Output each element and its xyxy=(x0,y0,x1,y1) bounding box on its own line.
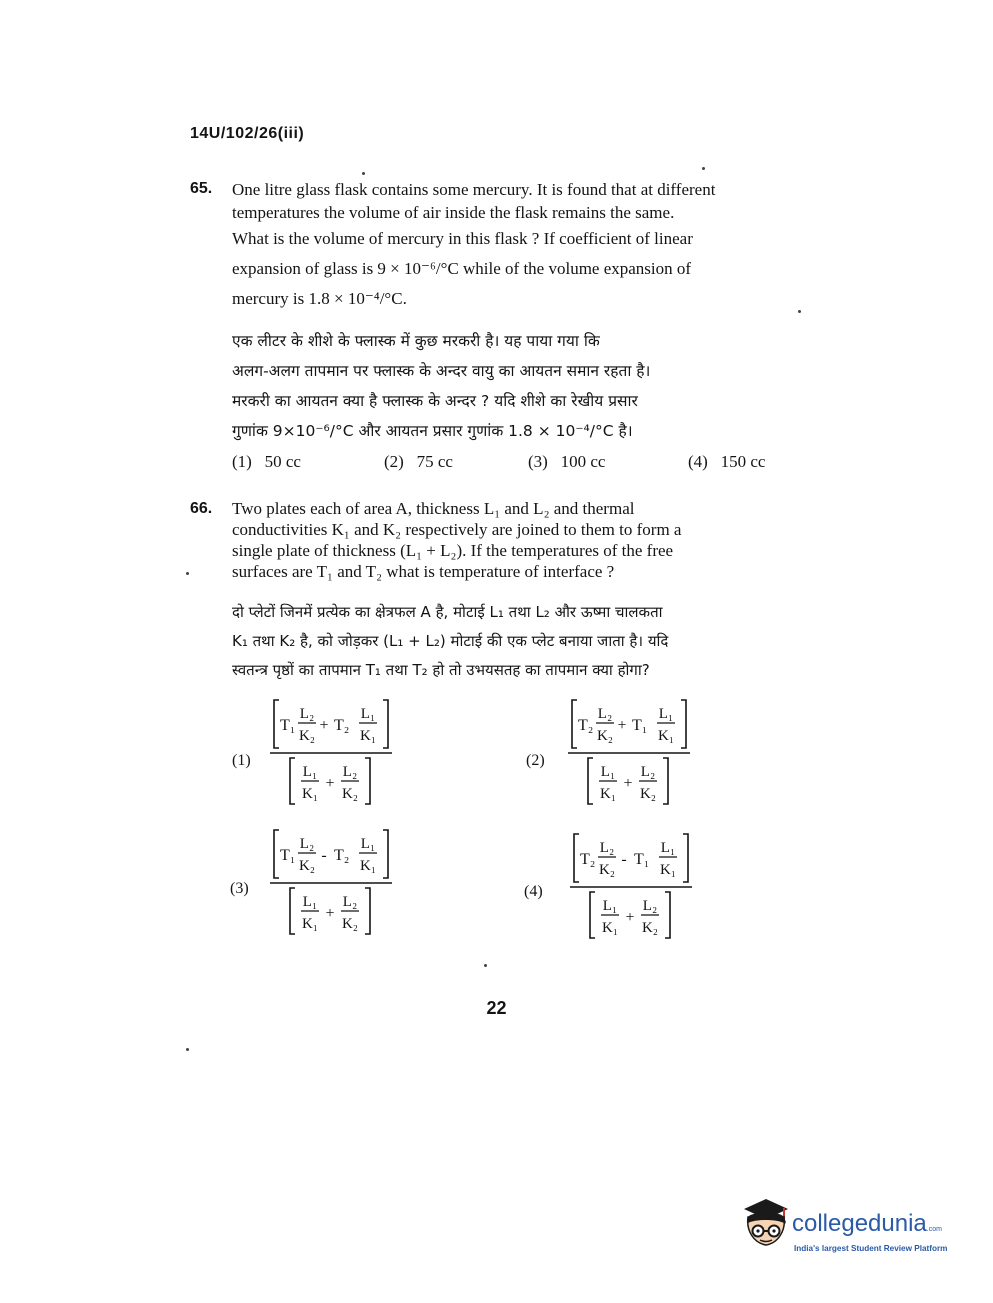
formula-term: T₁ xyxy=(280,847,296,864)
q65-option-3[interactable]: (3) 100 cc xyxy=(528,452,606,471)
q65-option-1[interactable]: (1) 50 cc xyxy=(232,452,301,471)
q65-hi-line: मरकरी का आयतन क्या है फ्लास्क के अन्दर ? यदि शीशे का रेखीय प्रसार xyxy=(232,392,638,410)
formula-numerator: L₂ xyxy=(299,706,315,722)
formula-term: T₁ xyxy=(634,851,650,868)
formula-operator: + xyxy=(617,717,627,734)
q66-option-4-formula[interactable] xyxy=(562,830,702,942)
formula-term: T₁ xyxy=(632,717,648,734)
formula-denominator: K₁ xyxy=(359,728,377,744)
question-66-number: 66. xyxy=(190,500,213,517)
formula-numerator: L₂ xyxy=(342,894,358,910)
formula-denominator: K₁ xyxy=(301,916,319,932)
q65-en-line: What is the volume of mercury in this flask ? If coefficient of linear xyxy=(232,229,693,248)
q66-option-3-number[interactable]: (3) xyxy=(230,880,249,897)
print-speck xyxy=(186,572,189,575)
q65-option-2[interactable]: (2) 75 cc xyxy=(384,452,453,471)
q66-option-2-number[interactable]: (2) xyxy=(526,752,545,769)
formula-denominator: K₂ xyxy=(341,916,359,932)
formula-operator: + xyxy=(325,905,335,922)
formula-numerator: L₁ xyxy=(360,836,376,852)
formula-denominator: K₁ xyxy=(659,862,677,878)
q65-option-4[interactable]: (4) 150 cc xyxy=(688,452,766,471)
q66-en-line: single plate of thickness (L₁ + L₂). If the temperatures of the free xyxy=(232,541,674,560)
formula-operator: + xyxy=(625,909,635,926)
q66-option-4-number[interactable]: (4) xyxy=(524,883,543,900)
question-66-english xyxy=(232,498,818,582)
q66-en-line: surfaces are T₁ and T₂ what is temperature of interface ? xyxy=(232,562,615,581)
q66-hi-line: स्वतन्त्र पृष्ठों का तापमान T₁ तथा T₂ हो तो उभयसतह का तापमान क्या होगा? xyxy=(232,661,650,679)
brand-tagline: India's largest Student Review Platform xyxy=(794,1244,948,1253)
formula-numerator: L₁ xyxy=(600,764,616,780)
print-speck xyxy=(702,167,705,170)
print-speck xyxy=(186,1048,189,1051)
q66-hi-line: दो प्लेटों जिनमें प्रत्येक का क्षेत्रफल A है, मोटाई L₁ तथा L₂ और ऊष्मा चालकता xyxy=(232,603,663,621)
formula-denominator: K₁ xyxy=(359,858,377,874)
document-code: 14U/102/26(iii) xyxy=(190,125,305,142)
question-66-hindi xyxy=(232,598,822,685)
formula-term: T₂ xyxy=(334,847,350,864)
formula-operator: + xyxy=(325,775,335,792)
formula-numerator: L₂ xyxy=(299,836,315,852)
formula-denominator: K₂ xyxy=(596,728,614,744)
formula-numerator: L₂ xyxy=(640,764,656,780)
formula-denominator: K₂ xyxy=(639,786,657,802)
q65-hi-line: एक लीटर के शीशे के फ्लास्क में कुछ मरकरी है। यह पाया गया कि xyxy=(232,332,600,350)
q65-hi-line: अलग-अलग तापमान पर फ्लास्क के अन्दर वायु का आयतन समान रहता है। xyxy=(232,362,651,380)
question-65-hindi xyxy=(232,326,822,446)
formula-operator: + xyxy=(319,717,329,734)
page-number: 22 xyxy=(486,998,507,1018)
brand-name: collegedunia.com xyxy=(792,1210,942,1237)
formula-term: T₂ xyxy=(578,717,594,734)
formula-numerator: L₂ xyxy=(599,840,615,856)
q65-en-line: mercury is 1.8 × 10⁻⁴/°C. xyxy=(232,289,407,308)
formula-numerator: L₁ xyxy=(658,706,674,722)
formula-denominator: K₂ xyxy=(298,728,316,744)
q65-en-line: expansion of glass is 9 × 10⁻⁶/°C while of the volume expansion of xyxy=(232,259,692,278)
q65-hi-line: गुणांक 9×10⁻⁶/°C और आयतन प्रसार गुणांक 1.8 × 10⁻⁴/°C है। xyxy=(232,422,633,440)
formula-denominator: K₁ xyxy=(601,920,619,936)
formula-numerator: L₁ xyxy=(360,706,376,722)
q66-en-line: conductivities K₁ and K₂ respectively are joined to them to form a xyxy=(232,520,682,539)
formula-term: T₂ xyxy=(580,851,596,868)
print-speck xyxy=(484,964,487,967)
print-speck xyxy=(362,172,365,175)
q66-option-3-formula[interactable] xyxy=(262,826,402,938)
formula-denominator: K₁ xyxy=(657,728,675,744)
formula-numerator: L₂ xyxy=(597,706,613,722)
question-65-english xyxy=(232,178,818,310)
formula-numerator: L₁ xyxy=(660,840,676,856)
q66-option-1-number[interactable]: (1) xyxy=(232,752,251,769)
formula-denominator: K₂ xyxy=(641,920,659,936)
formula-operator: - xyxy=(321,847,327,864)
q65-en-line: One litre glass flask contains some mercury. It is found that at different xyxy=(232,180,716,199)
formula-denominator: K₂ xyxy=(298,858,316,874)
formula-term: T₂ xyxy=(334,717,350,734)
q66-option-2-formula[interactable] xyxy=(560,696,700,808)
formula-term: T₁ xyxy=(280,717,296,734)
collegedunia-mascot-icon xyxy=(740,1195,792,1257)
question-65-number: 65. xyxy=(190,180,213,197)
formula-operator: + xyxy=(623,775,633,792)
q66-en-line: Two plates each of area A, thickness L₁ and L₂ and thermal xyxy=(232,499,635,518)
q65-en-line: temperatures the volume of air inside the flask remains the same. xyxy=(232,203,675,222)
formula-numerator: L₁ xyxy=(602,898,618,914)
formula-denominator: K₁ xyxy=(599,786,617,802)
formula-numerator: L₂ xyxy=(642,898,658,914)
formula-denominator: K₂ xyxy=(341,786,359,802)
formula-denominator: K₁ xyxy=(301,786,319,802)
print-speck xyxy=(798,310,801,313)
q66-hi-line: K₁ तथा K₂ है, को जोड़कर (L₁ + L₂) मोटाई की एक प्लेट बनाया जाता है। यदि xyxy=(232,632,669,650)
q66-option-1-formula[interactable] xyxy=(262,696,402,808)
formula-numerator: L₁ xyxy=(302,764,318,780)
formula-denominator: K₂ xyxy=(598,862,616,878)
formula-numerator: L₁ xyxy=(302,894,318,910)
formula-operator: - xyxy=(621,851,627,868)
formula-numerator: L₂ xyxy=(342,764,358,780)
